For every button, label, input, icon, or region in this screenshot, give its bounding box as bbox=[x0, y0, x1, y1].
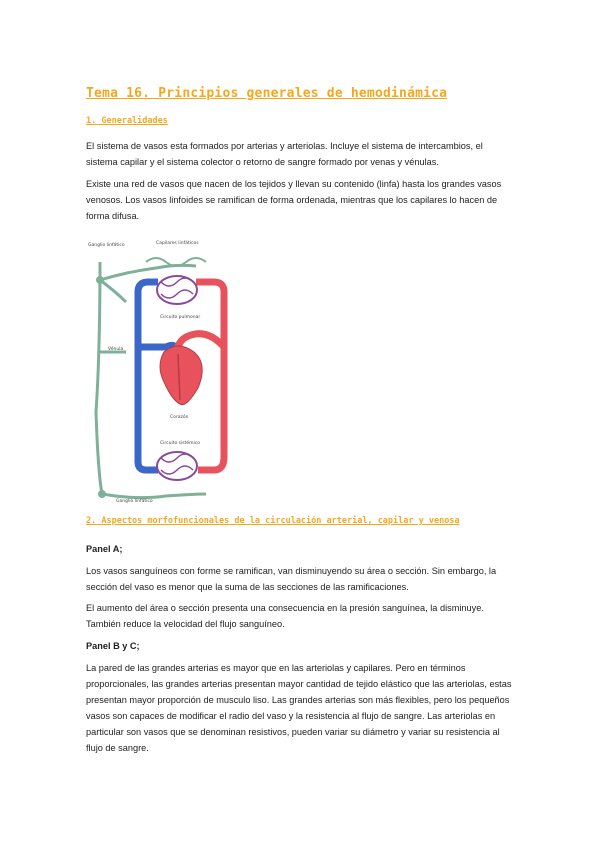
page-title: Tema 16. Principios generales de hemodinámica bbox=[86, 86, 448, 101]
label-capilares: Capilares linfáticos bbox=[156, 241, 199, 246]
paragraph: La pared de las grandes arterias es mayor que en las arteriolas y capilares. Pero en términos proporcionales, las grandes arterias presentan mayor cantidad de tejido elástico que las arteriolas, estas presentan mayor proporción de musculo liso. Las grandes arterias son más flexibles, pero los pequeños vasos son capaces de modificar el radio del vaso y la resistencia al flujo de sangre. Las arteriolas en particular son vasos que se denominan resistivos, pueden variar su diámetro y variar su resistencia al flujo de sangre. bbox=[86, 663, 512, 753]
paragraph: El aumento del área o sección presenta una consecuencia en la presión sanguínea, la disminuye. También reduce la velocidad del flujo sanguíneo. bbox=[86, 603, 484, 629]
lymph-node bbox=[96, 276, 104, 284]
section-heading-aspectos: 2. Aspectos morfofuncionales de la circulación arterial, capilar y venosa bbox=[86, 516, 460, 526]
panel-a-label: Panel A; bbox=[86, 544, 123, 554]
label-ganglio-bottom: Ganglio linfático bbox=[116, 499, 153, 504]
section-heading-generalidades: 1. Generalidades bbox=[86, 116, 168, 126]
label-venula: Vénula bbox=[108, 347, 124, 352]
label-pulmonar: Circuito pulmonar bbox=[160, 315, 201, 320]
label-corazon: Corazón bbox=[170, 415, 189, 420]
paragraph: Existe una red de vasos que nacen de los tejidos y llevan su contenido (linfa) hasta los grandes vasos venosos. Los vasos linfoides se ramifican de forma ordenada, mientras que los capilares lo hacen de forma difusa. bbox=[86, 179, 502, 221]
panel-bc-label: Panel B y C; bbox=[86, 641, 140, 651]
lymph-node bbox=[98, 490, 106, 498]
paragraph: Los vasos sanguíneos con forme se ramifican, van disminuyendo su área o sección. Sin embargo, la sección del vaso es menor que la suma de las secciones de las ramificaciones. bbox=[86, 566, 497, 592]
label-ganglio-top: Ganglio linfático bbox=[88, 243, 125, 248]
circulation-diagram bbox=[86, 232, 236, 504]
label-sistemico: Circuito sistémico bbox=[160, 441, 201, 446]
paragraph: El sistema de vasos esta formados por arterias y arteriolas. Incluye el sistema de intercambios, el sistema capilar y el sistema colector o retorno de sangre formado por venas y vénulas. bbox=[86, 141, 483, 167]
